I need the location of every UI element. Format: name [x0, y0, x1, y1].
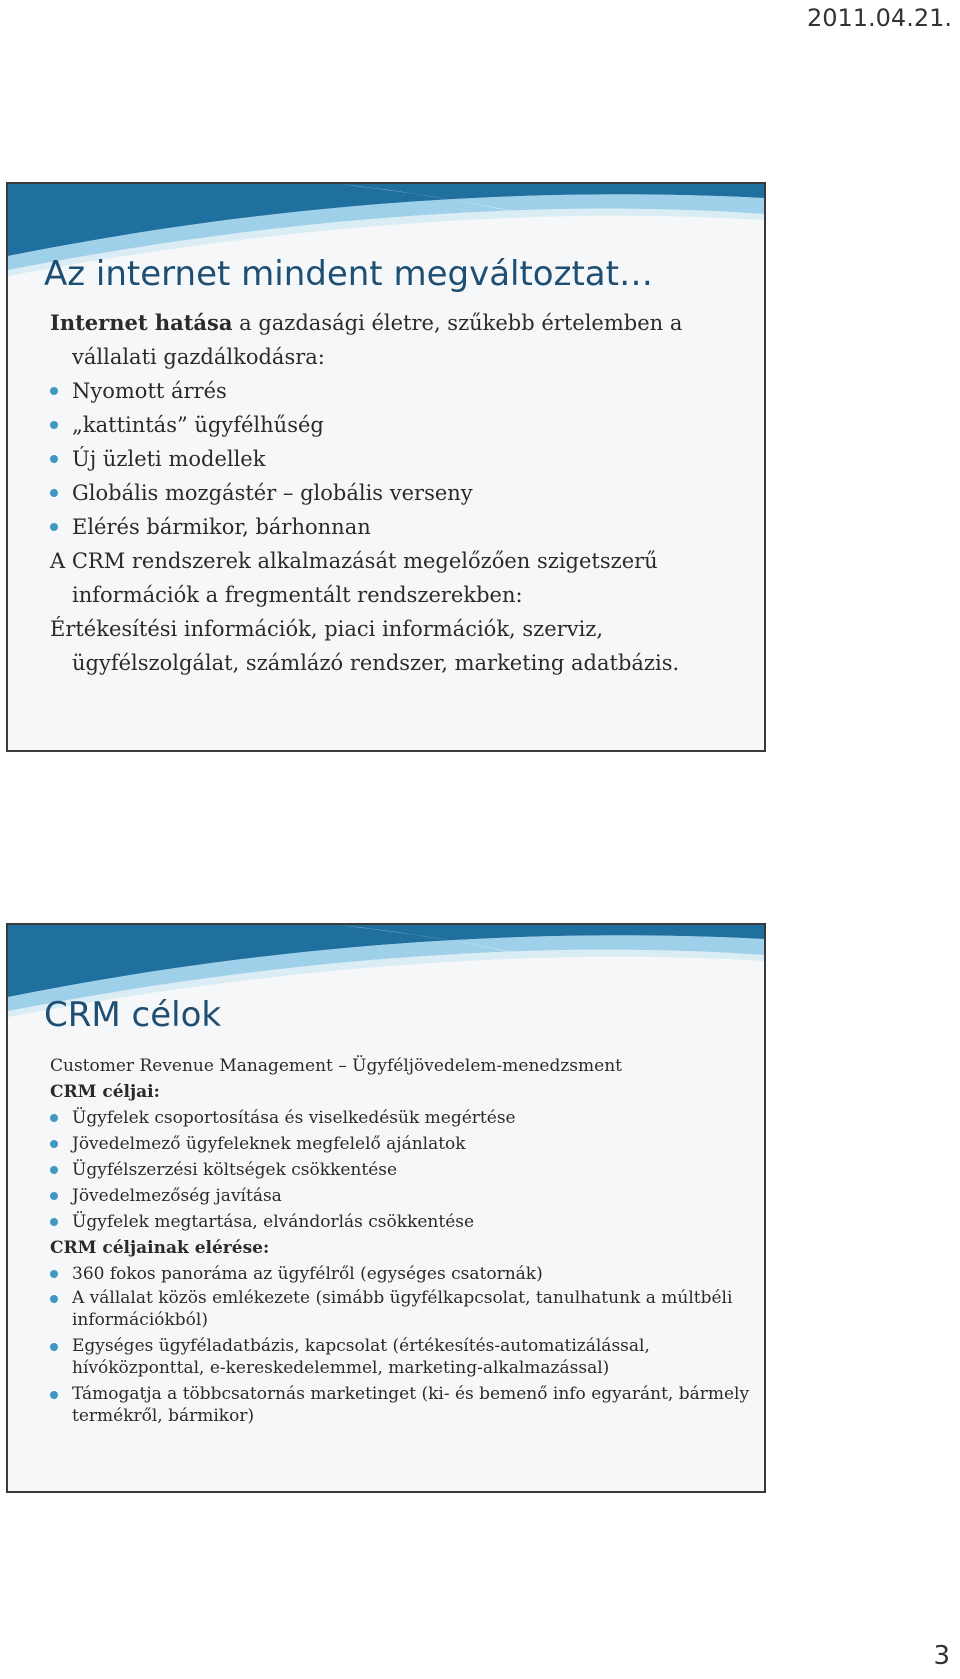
bullet-text: 360 fokos panoráma az ügyfélről (egységes csatornák) [72, 1264, 543, 1284]
bullet-dot-icon [50, 1391, 58, 1399]
achievement-heading-text: CRM céljainak elérése: [50, 1238, 270, 1258]
bullet-item [50, 1209, 750, 1235]
bullet-dot-icon [50, 1295, 58, 1303]
bullet-dot-icon [50, 1166, 58, 1174]
bullet-text: Nyomott árrés [72, 379, 227, 403]
page-date: 2011.04.21. [806, 4, 952, 32]
bullet-text: Elérés bármikor, bárhonnan [72, 515, 371, 539]
bullet-text: Új üzleti modellek [72, 447, 266, 471]
crm-paragraph: A CRM rendszerek alkalmazását megelőzően szigetszerű információk a fregmentált rendszerekben: [50, 549, 658, 607]
bullet-item [50, 442, 750, 476]
slide-title: Az internet mindent megváltoztat… [44, 254, 653, 294]
goals-heading [50, 1079, 750, 1105]
bullet-text: Támogatja a többcsatornás marketinget (ki- és bemenő info egyaránt, bármely termékről, bármikor) [72, 1384, 750, 1426]
bullet-dot-icon [50, 1270, 58, 1278]
slide-body [50, 306, 750, 680]
bullet-dot-icon [50, 1114, 58, 1122]
bullet-text: Ügyfélszerzési költségek csökkentése [72, 1160, 398, 1180]
bullet-dot-icon [50, 523, 58, 531]
slide-crm-goals [6, 923, 766, 1493]
bullet-text: Globális mozgástér – globális verseny [72, 481, 473, 505]
bullet-dot-icon [50, 421, 58, 429]
intro-bold-text: Internet hatása [50, 310, 233, 335]
definition-line: Customer Revenue Management – Ügyféljövedelem-menedzsment [50, 1056, 622, 1076]
bullet-dot-icon [50, 387, 58, 395]
bullet-dot-icon [50, 489, 58, 497]
bullet-item [50, 1383, 750, 1427]
bullet-item [50, 476, 750, 510]
bullet-dot-icon [50, 1343, 58, 1351]
info-paragraph: Értékesítési információk, piaci információk, szerviz, ügyfélszolgálat, számlázó rendszer, marketing adatbázis. [50, 617, 680, 675]
goals-heading-text: CRM céljai: [50, 1082, 160, 1102]
bullet-text: „kattintás” ügyfélhűség [72, 413, 324, 437]
bullet-item [50, 1261, 750, 1287]
intro-paragraph [50, 306, 750, 374]
bullet-dot-icon [50, 1140, 58, 1148]
bullet-item [50, 1157, 750, 1183]
bullet-item [50, 1183, 750, 1209]
bullet-item [50, 510, 750, 544]
page-number: 3 [933, 1641, 950, 1671]
bullet-text: Jövedelmező ügyfeleknek megfelelő ajánlatok [72, 1134, 466, 1154]
bullet-item [50, 1287, 750, 1331]
bullet-text: Ügyfelek megtartása, elvándorlás csökkentése [72, 1212, 475, 1232]
slide-title: CRM célok [44, 995, 222, 1035]
achievement-heading [50, 1235, 750, 1261]
bullet-text: Egységes ügyféladatbázis, kapcsolat (értékesítés-automatizálással, hívóközponttal, e-kereskedelemmel, marketing-alkalmazással) [72, 1336, 650, 1378]
bullet-dot-icon [50, 1192, 58, 1200]
bullet-item [50, 1105, 750, 1131]
bullet-item [50, 374, 750, 408]
bullet-item [50, 1335, 750, 1379]
bullet-text: Jövedelmezőség javítása [72, 1186, 282, 1206]
bullet-item [50, 1131, 750, 1157]
bullet-item [50, 408, 750, 442]
intro-text: a gazdasági életre, szűkebb értelemben a vállalati gazdálkodásra: [72, 311, 683, 369]
bullet-dot-icon [50, 1218, 58, 1226]
bullet-text: A vállalat közös emlékezete (simább ügyfélkapcsolat, tanulhatunk a múltbéli információkból) [72, 1288, 733, 1330]
slide-body [50, 1053, 750, 1431]
slide-internet [6, 182, 766, 752]
bullet-dot-icon [50, 455, 58, 463]
bullet-text: Ügyfelek csoportosítása és viselkedésük megértése [72, 1108, 516, 1128]
